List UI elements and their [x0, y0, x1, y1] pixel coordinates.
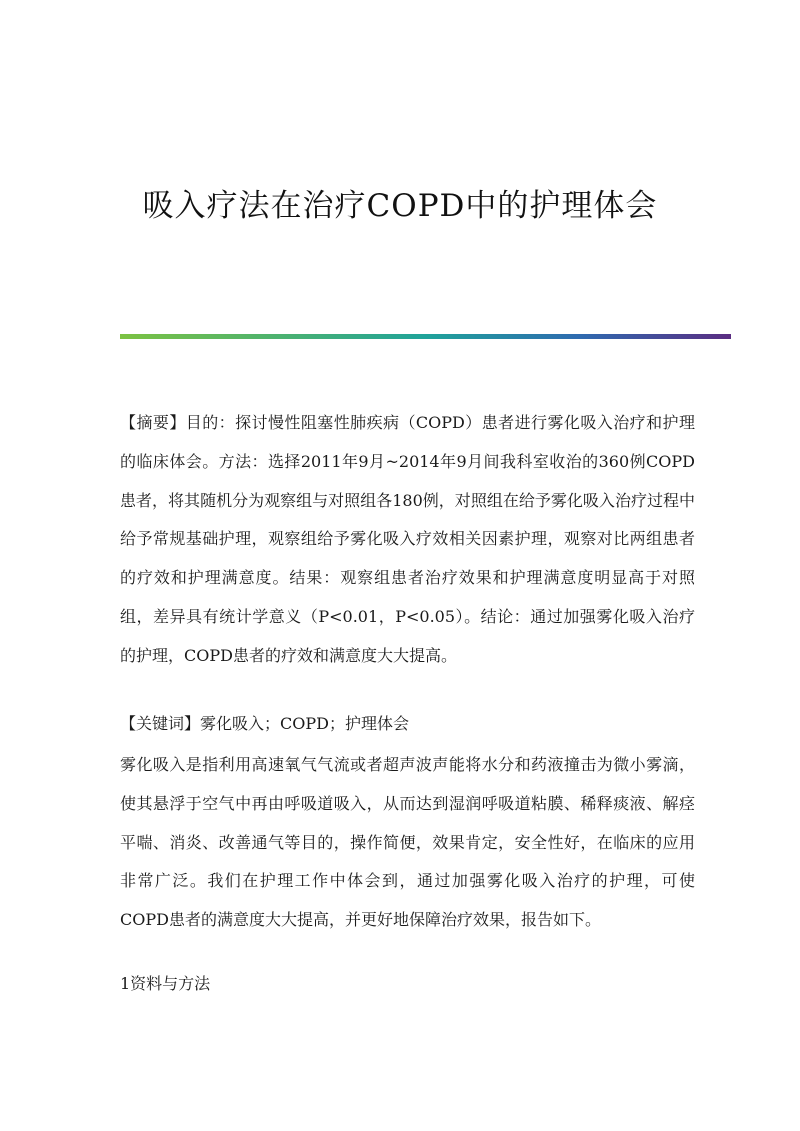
section-heading: 1资料与方法 — [120, 974, 211, 993]
keywords-paragraph: 【关键词】雾化吸入；COPD；护理体会 — [120, 714, 409, 733]
page-title: 吸入疗法在治疗COPD中的护理体会 — [142, 188, 658, 224]
title-divider — [120, 334, 731, 339]
abstract-paragraph: 【摘要】目的：探讨慢性阻塞性肺疾病（COPD）患者进行雾化吸入治疗和护理的临床体会。方法：选择2011年9月~2014年9月间我科室收治的360例COPD患者，将其随机分为观察组与对照组各180例，对照组在给予雾化吸入治疗过程中给予常规基础护理，观察组给予雾化吸入疗效相关因素护理，观察对比两组患者的疗效和护理满意度。结果：观察组患者治疗效果和护理满意度明显高于对照组，差异具有统计学意义（P<0.01，P<0.05）。结论：通过加强雾化吸入治疗的护理，COPD患者的疗效和满意度大大提高。 — [120, 413, 695, 665]
intro-paragraph: 雾化吸入是指利用高速氧气气流或者超声波声能将水分和药液撞击为微小雾滴，使其悬浮于空气中再由呼吸道吸入，从而达到湿润呼吸道粘膜、稀释痰液、解痉平喘、消炎、改善通气等目的，操作简便，效果肯定，安全性好，在临床的应用非常广泛。我们在护理工作中体会到，通过加强雾化吸入治疗的护理，可使COPD患者的满意度大大提高，并更好地保障治疗效果，报告如下。 — [120, 755, 695, 930]
